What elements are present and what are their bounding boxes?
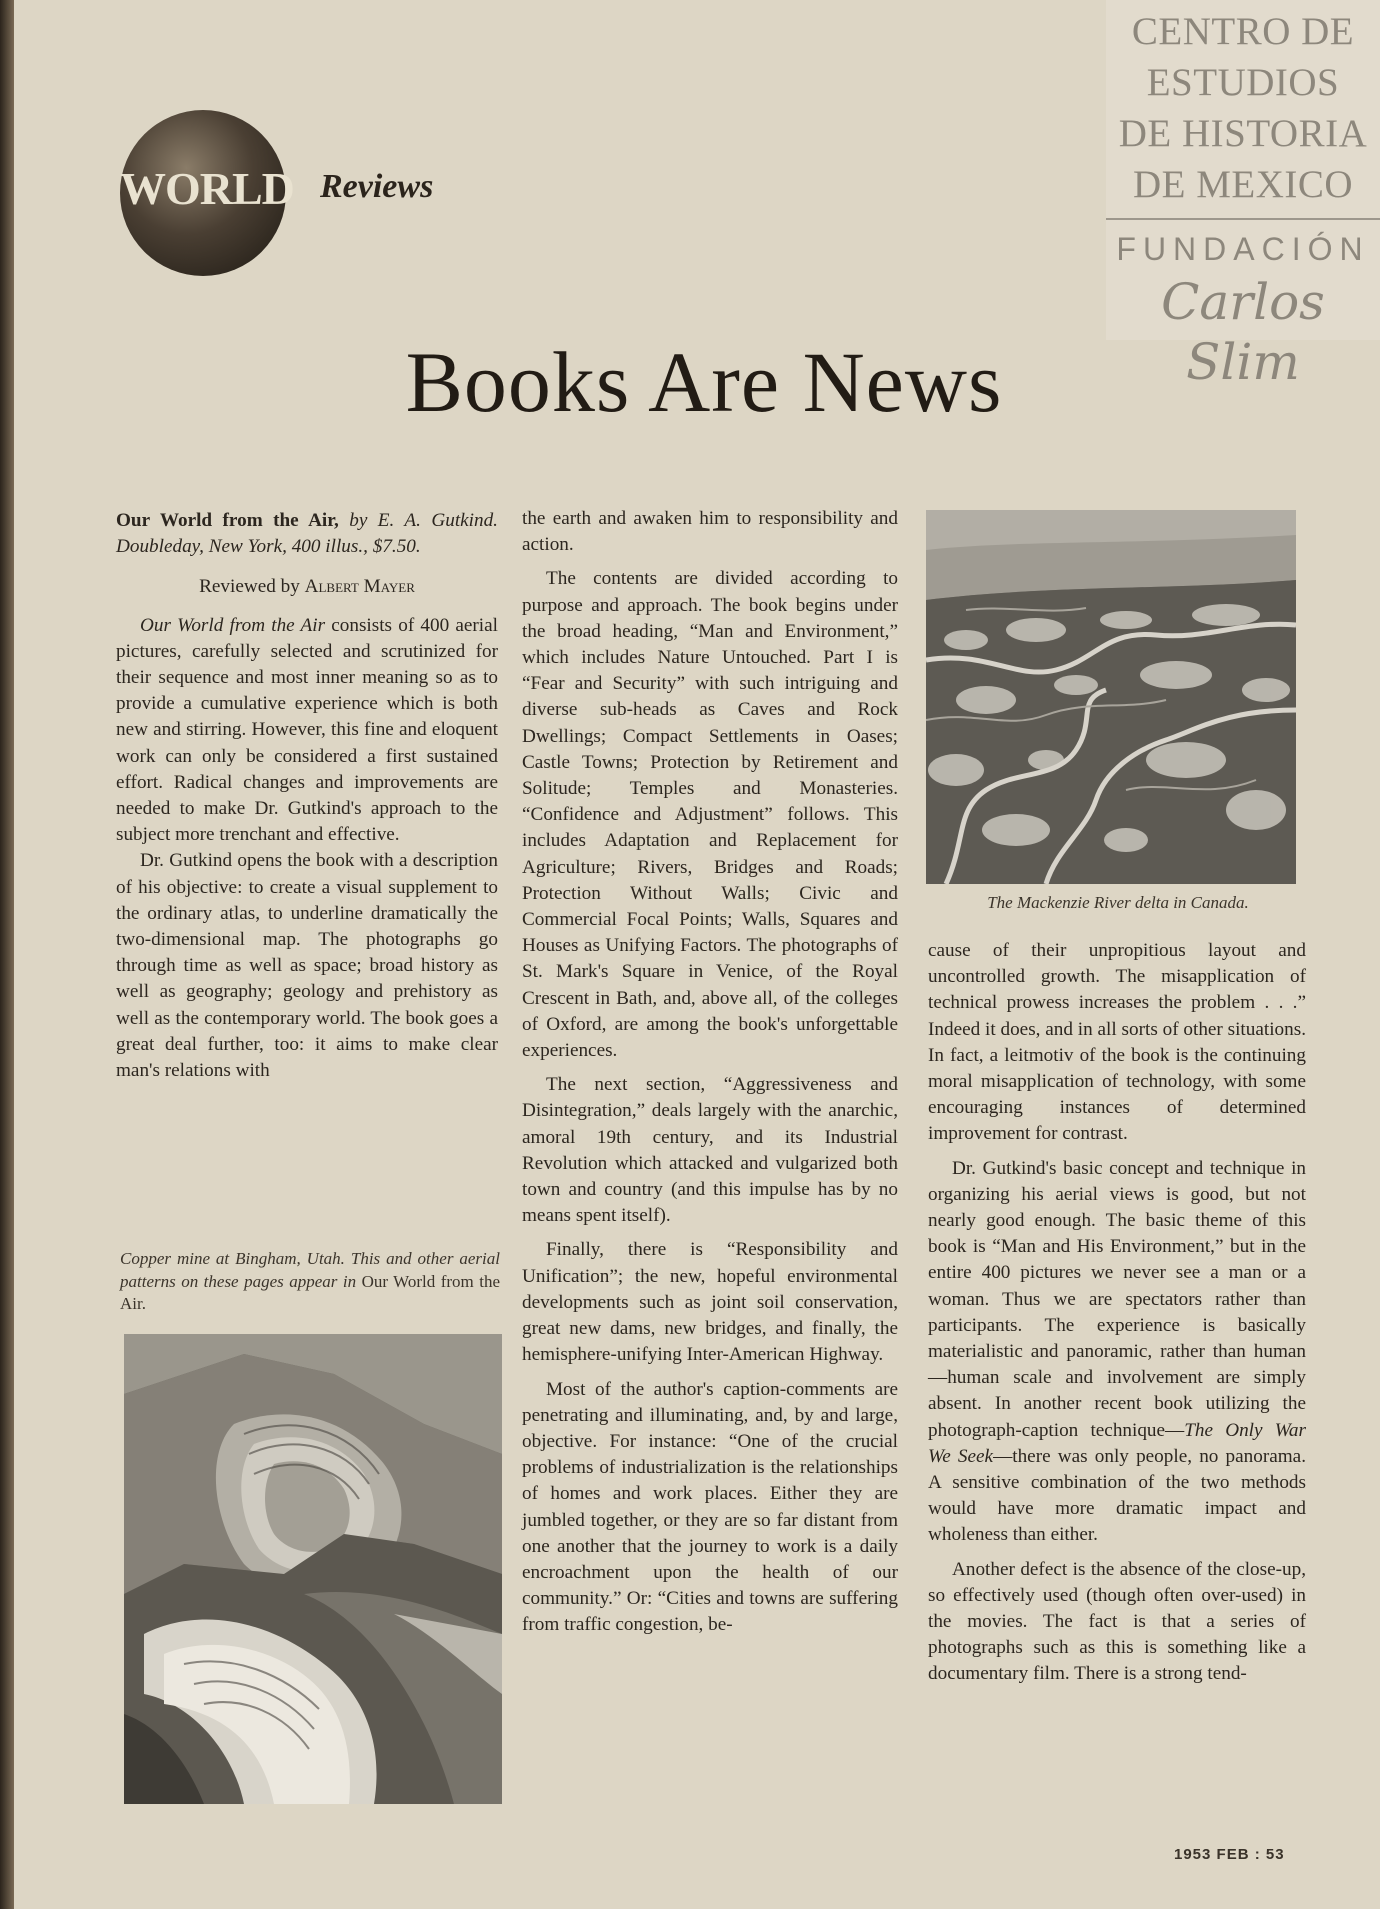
paragraph: cause of their unpropitious layout and uncontrolled growth. The misapplication of technical prowess increases the problem . . .” Indeed it does, and in all sorts of other situations. In fact, a leitmotiv of the book is the continuing moral misapplication of technology, with some encouraging instances of determined improvement for contrast. — [928, 940, 1306, 1145]
article-column-1 — [116, 508, 498, 1084]
globe-logo-word: WORLD — [120, 163, 294, 214]
watermark-line-3: DE HISTORIA — [1118, 112, 1368, 155]
reviewer-byline — [116, 574, 498, 600]
paragraph: Dr. Gutkind opens the book with a description of his objective: to create a visual supplement to the ordinary atlas, to underline dramatically the two-dimensional map. The photographs go through time as well as space; broad history as well as geography; geology and prehistory as well as the contemporary world. The book goes a great deal further, too: it aims to make clear man's relations with — [116, 850, 498, 1082]
caption-book-title: Our World from the Air. — [120, 1271, 501, 1313]
paragraph: the earth and awaken him to responsibility and action. — [522, 508, 898, 556]
photo-caption-copper-mine — [120, 1248, 500, 1316]
book-publication-info: by E. A. Gutkind. Doubleday, New York, 400 illus., $7.50. — [116, 510, 498, 558]
archive-watermark — [1106, 0, 1380, 391]
paragraph-text: —there was only people, no panorama. A sensitive combination of the two methods would have more dramatic impact and wholeness than either. — [928, 1445, 1306, 1546]
copper-mine-aerial-photo — [124, 1334, 502, 1804]
paragraph — [928, 1156, 1306, 1549]
inline-book-title: Our World from the Air — [140, 614, 326, 636]
watermark-line-2: ESTUDIOS — [1146, 61, 1340, 104]
reviewer-name: Albert Mayer — [304, 576, 415, 598]
paragraph-text: consists of 400 aerial pictures, carefully selected and scrutinized for their sequence and most inner meaning so as to provide a cumulative experience which is both new and stirring. However, this fine and eloquent work can only be considered a first sustained effort. Radical changes and improvements are needed to make Dr. Gutkind's approach to the subject more trenchant and effective. — [116, 614, 498, 846]
byline-prefix: Reviewed by — [199, 576, 305, 598]
paragraph: Most of the author's caption-comments are penetrating and illuminating, and, by and large, objective. For instance: “One of the crucial problems of industrialization is the relationships of homes and work places. Either they are jumbled together, or they are so far distant from one another that the journey to work is a daily encroachment upon the health of our community.” Or: “Cities and towns are suffering from traffic congestion, be- — [522, 1378, 898, 1636]
article-column-2 — [522, 506, 898, 1639]
photo-caption-mackenzie-delta: The Mackenzie River delta in Canada. — [987, 893, 1249, 912]
watermark-divider — [1106, 218, 1380, 220]
paragraph — [116, 613, 498, 849]
paragraph-text: Dr. Gutkind's basic concept and technique in organizing his aerial views is good, but not nearly good enough. The basic theme of this book is “Man and His Environment,” but in the entire 400 pictures we never see a man or a woman. Thus we are spectators rather than participants. The experience is basically materialistic and panoramic, rather than human—human scale and involvement are simply absent. In another recent book utilizing the photograph-caption technique— — [928, 1157, 1306, 1441]
section-label: Reviews — [320, 168, 434, 205]
inline-book-title: The Only War We Seek — [928, 1419, 1306, 1467]
magazine-page — [14, 0, 1380, 1909]
mackenzie-delta-aerial-photo — [926, 510, 1296, 884]
caption-text: Copper mine at Bingham, Utah. This and other aerial patterns on these pages appear in — [120, 1249, 500, 1291]
paragraph: The contents are divided according to purpose and approach. The book begins under the broad heading, “Man and Environment,” which includes Nature Untouched. Part I is “Fear and Security” with such intriguing and diverse sub-heads as Caves and Rock Dwellings; Compact Settlements in Oases; Castle Towns; Protection by Retirement and Solitude; Temples and Monasteries. “Confidence and Adjustment” follows. This includes Adaptation and Replacement for Agriculture; Rivers, Bridges and Roads; Protection Without Walls; Civic and Commercial Focal Points; Walls, Squares and Houses as Unifying Factors. The photographs of St. Mark's Square in Venice, of the Royal Crescent in Bath, and, above all, of the colleges of Oxford, are among the book's unforgettable experiences. — [522, 568, 898, 1062]
book-title: Our World from the Air, — [116, 510, 339, 531]
paragraph: Finally, there is “Responsibility and Unification”; the new, hopeful environmental developments such as joint soil conservation, great new dams, new bridges, and finally, the hemisphere-unifying Inter-American Highway. — [522, 1239, 898, 1366]
page-folio: 1953 FEB : 53 — [1174, 1846, 1285, 1863]
world-globe-logo — [120, 110, 294, 276]
paragraph: Another defect is the absence of the close-up, so effectively used (though often over-used) in the movies. The fact is that a series of photographs such as this is something like a documentary film. There is a strong tend- — [928, 1558, 1306, 1685]
book-citation — [116, 508, 498, 560]
watermark-line-1: CENTRO DE — [1131, 10, 1355, 53]
page-headline: Books Are News — [405, 334, 1003, 430]
watermark-signature: Carlos Slim — [1161, 273, 1325, 391]
watermark-line-4: DE MEXICO — [1132, 163, 1354, 206]
page-binding-edge — [0, 0, 14, 1909]
watermark-foundation: FUNDACIÓN — [1116, 231, 1370, 267]
paragraph: The next section, “Aggressiveness and Disintegration,” deals largely with the anarchic, amoral 19th century, and its Industrial Revolution which attacked and vulgarized both town and country (and this impulse has by no means spent itself). — [522, 1074, 898, 1227]
article-column-3 — [928, 938, 1306, 1688]
